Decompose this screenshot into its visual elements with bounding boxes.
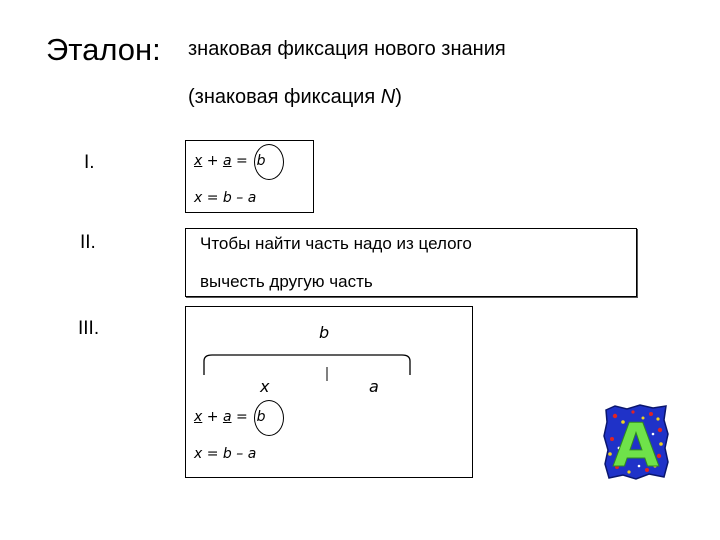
segment-part-a-label: a	[369, 377, 379, 396]
segment-whole-label: b	[319, 323, 330, 342]
rule-line-2: вычесть другую часть	[200, 272, 373, 291]
title-line-2-symbol: N	[380, 86, 396, 108]
standard-label: Эталон:	[46, 32, 161, 67]
eq3-plus: +	[202, 409, 223, 425]
eq3-equals: =	[231, 409, 257, 425]
eq1-x: x	[194, 153, 203, 169]
eq3-b-circle	[254, 400, 284, 436]
segment-diagram	[196, 347, 426, 382]
equation-1-result	[194, 189, 256, 207]
section-1-numeral: I.	[84, 152, 95, 173]
whole-brace	[204, 355, 410, 375]
segment-part-x-label: x	[260, 377, 270, 396]
logo-letter: A	[612, 411, 660, 480]
eq1-b-circle	[254, 144, 284, 180]
eq3-b: b	[256, 409, 266, 425]
eq1-b: b	[256, 153, 266, 169]
section-2-numeral: II.	[80, 232, 96, 253]
segment-box	[185, 306, 473, 478]
equation-3-result	[194, 445, 256, 463]
title-line-2-suffix: )	[395, 86, 402, 108]
eq3-x: x	[194, 409, 203, 425]
title-line-1: знаковая фиксация нового знания	[188, 38, 506, 60]
eq1-result-text: x = b – a	[194, 190, 257, 206]
formula-box-1	[185, 140, 314, 213]
eq1-plus: +	[202, 153, 223, 169]
eq1-equals: =	[231, 153, 257, 169]
section-3-numeral: III.	[78, 318, 100, 339]
eq1-a: a	[222, 153, 232, 169]
title-line-2	[188, 84, 402, 110]
title-line-2-prefix: (знаковая фиксация	[188, 86, 381, 108]
rule-box	[185, 228, 637, 297]
rule-line-1: Чтобы найти часть надо из целого	[200, 234, 472, 253]
letter-a-logo	[603, 404, 669, 480]
eq3-a: a	[222, 409, 232, 425]
eq3-result-text: x = b – a	[194, 446, 257, 462]
